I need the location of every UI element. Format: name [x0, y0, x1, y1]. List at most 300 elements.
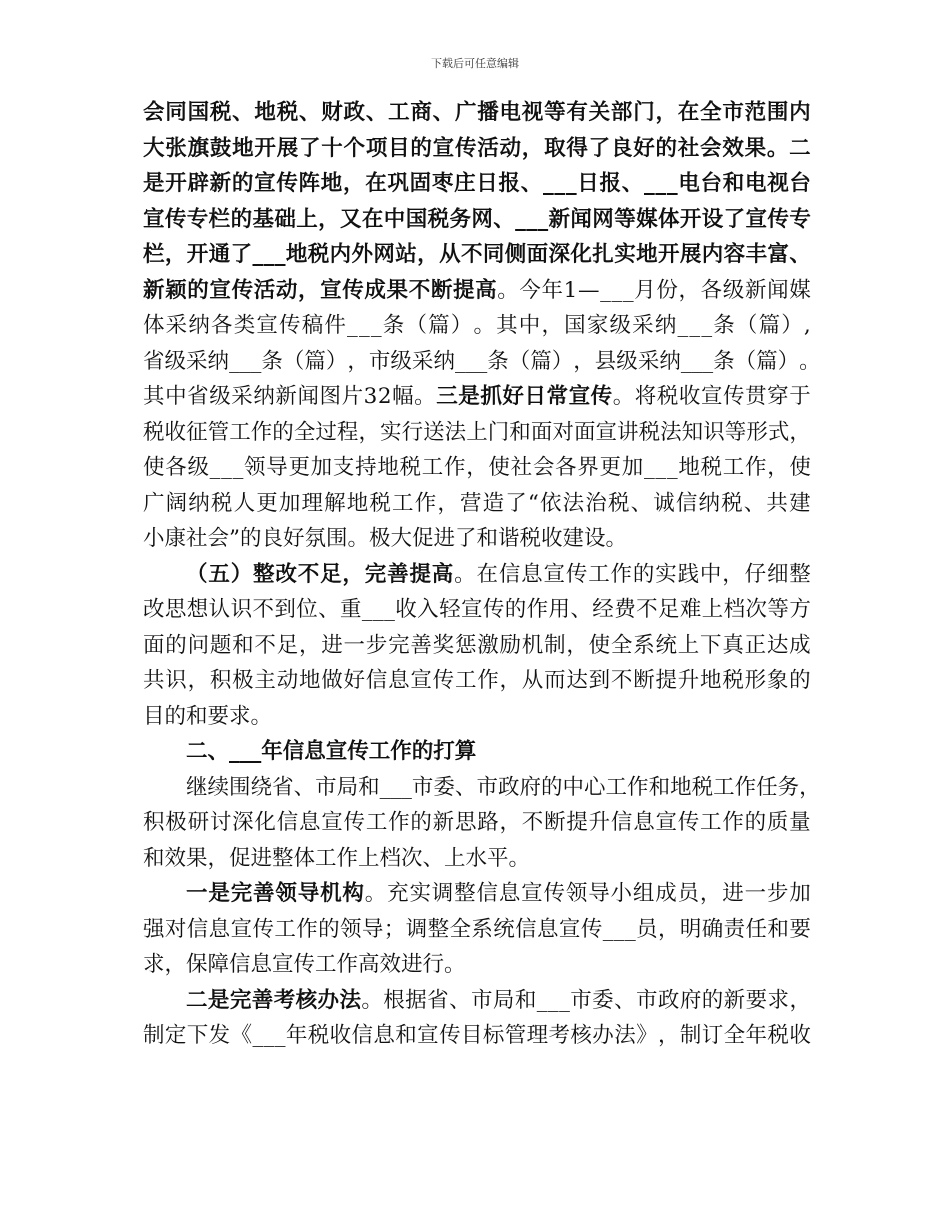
glyph: 制	[544, 632, 566, 658]
glyph: 工	[713, 774, 735, 800]
glyph: 导	[361, 916, 384, 942]
glyph: 税	[767, 1023, 789, 1048]
glyph: 税	[656, 384, 679, 409]
glyph: —	[577, 277, 600, 303]
glyph: ；	[383, 916, 406, 942]
glyph: 善	[253, 881, 275, 906]
page-header: 下载后可任意编辑	[431, 57, 519, 70]
line-text: 和效果，促进整体工作上档次、上水平。	[143, 845, 531, 871]
glyph: 员	[677, 881, 700, 906]
glyph: 丰	[745, 242, 768, 267]
glyph: 鼓	[209, 135, 232, 161]
glyph: 息	[298, 810, 321, 835]
glyph: 部	[610, 100, 633, 125]
glyph: 张	[165, 135, 187, 161]
text-line	[143, 841, 811, 877]
glyph: 了	[588, 135, 611, 161]
glyph: 、	[365, 100, 388, 125]
glyph: ，	[767, 455, 789, 480]
glyph: 作	[477, 668, 499, 693]
glyph: 省	[143, 348, 165, 374]
glyph: 全	[610, 632, 633, 658]
glyph: 级	[609, 313, 631, 338]
glyph: 工	[365, 810, 388, 835]
glyph: 进	[321, 632, 343, 658]
glyph: 内	[329, 242, 352, 267]
glyph: 纳	[698, 490, 721, 516]
glyph: 和	[395, 1023, 417, 1048]
glyph: 入	[417, 597, 439, 622]
glyph: 依	[540, 490, 562, 516]
glyph: 高	[475, 277, 497, 303]
glyph: 共	[766, 490, 788, 516]
glyph: 实	[380, 419, 402, 445]
glyph: 式	[767, 419, 790, 445]
glyph: 篇	[756, 348, 778, 374]
glyph: _	[565, 171, 577, 196]
glyph: 等	[544, 100, 566, 125]
glyph: 条	[713, 348, 735, 374]
glyph: 件	[324, 313, 346, 338]
glyph: 地	[232, 135, 254, 161]
glyph: 的	[272, 419, 294, 445]
glyph: 地	[285, 242, 308, 267]
text-line	[143, 237, 811, 273]
glyph: 形	[744, 668, 767, 693]
glyph: 作	[526, 597, 549, 622]
glyph: 据	[405, 987, 427, 1013]
glyph: _	[358, 313, 370, 338]
glyph: 篇	[304, 348, 326, 374]
glyph: 成	[655, 881, 677, 906]
glyph: 升	[677, 668, 700, 693]
glyph: _	[666, 455, 678, 480]
glyph: 收	[395, 597, 417, 622]
glyph: 工	[421, 455, 444, 480]
glyph: 足	[320, 561, 342, 587]
glyph: 宣	[700, 384, 723, 409]
glyph: 社	[510, 455, 533, 480]
text-line	[143, 592, 811, 628]
text-line	[143, 344, 821, 380]
glyph: 税	[427, 206, 450, 232]
glyph: 进	[722, 881, 744, 906]
glyph: 重	[340, 597, 362, 622]
glyph: 网	[592, 206, 614, 232]
glyph: 作	[610, 561, 633, 587]
glyph: 税	[691, 774, 714, 800]
glyph: 了	[505, 490, 527, 516]
glyph: 范	[744, 100, 767, 125]
glyph: 根	[383, 987, 405, 1013]
glyph: 会	[143, 100, 165, 125]
glyph: 管	[207, 419, 230, 445]
glyph: 局	[336, 774, 359, 800]
glyph: 家	[586, 313, 609, 338]
glyph: 类	[233, 313, 256, 338]
glyph: 息	[373, 1023, 395, 1048]
glyph: 法	[660, 419, 682, 445]
glyph: 宣	[558, 916, 581, 942]
glyph: 息	[498, 881, 521, 906]
glyph: 局	[492, 987, 515, 1013]
glyph: 《	[230, 1023, 253, 1048]
glyph: 地	[377, 455, 399, 480]
glyph: 。	[414, 384, 436, 409]
glyph: 小	[610, 881, 633, 906]
glyph: _	[361, 597, 373, 622]
glyph: 使	[789, 455, 811, 480]
glyph: 作	[296, 916, 318, 942]
glyph: 。	[454, 561, 476, 587]
glyph: 宣	[460, 597, 483, 622]
glyph: 整	[789, 561, 811, 587]
glyph: 强	[143, 916, 165, 942]
glyph: 体	[143, 313, 165, 338]
glyph: 改	[143, 597, 165, 622]
glyph: 庄	[454, 171, 476, 196]
glyph: 次	[745, 597, 768, 622]
glyph: 导	[588, 881, 610, 906]
text-line	[143, 95, 811, 131]
glyph: 象	[766, 668, 789, 693]
glyph: _	[252, 1023, 264, 1048]
glyph: ，	[437, 490, 459, 516]
paragraph	[143, 95, 821, 557]
glyph: 传	[454, 135, 477, 161]
glyph: _	[611, 277, 623, 303]
glyph: 机	[521, 632, 544, 658]
glyph: 极	[165, 810, 187, 835]
glyph: 级	[722, 277, 745, 303]
glyph: ，	[499, 668, 522, 693]
glyph: 级	[616, 348, 638, 374]
glyph: 传	[482, 597, 505, 622]
glyph: _	[526, 206, 538, 232]
glyph: 、	[454, 774, 477, 800]
glyph: ，	[499, 810, 522, 835]
glyph: 断	[430, 277, 453, 303]
glyph: 一	[744, 881, 767, 906]
glyph: 下	[186, 1023, 209, 1048]
text-line	[143, 521, 811, 557]
glyph: 人	[233, 490, 256, 516]
glyph: 的	[744, 810, 767, 835]
glyph: 使	[488, 455, 510, 480]
glyph: 效	[722, 135, 744, 161]
glyph: 目	[388, 135, 410, 161]
glyph: 省	[427, 987, 449, 1013]
glyph: 惩	[454, 632, 477, 658]
glyph: ，	[342, 561, 364, 587]
glyph: 动	[499, 135, 522, 161]
glyph: 全	[700, 100, 722, 125]
glyph: ，	[566, 632, 588, 658]
glyph: 作	[627, 774, 649, 800]
glyph: _	[252, 242, 264, 267]
glyph: _	[373, 597, 384, 622]
glyph: 上	[466, 419, 488, 445]
glyph: 宣	[410, 668, 432, 693]
glyph: 其	[143, 384, 165, 409]
glyph: _	[689, 313, 701, 338]
glyph: _	[622, 277, 634, 303]
glyph: ，	[655, 100, 677, 125]
glyph: 年	[541, 277, 564, 303]
glyph: 新	[548, 206, 571, 232]
glyph: 极	[232, 668, 254, 693]
glyph: 设	[701, 206, 724, 232]
glyph: （	[186, 561, 208, 587]
glyph: 使	[588, 632, 611, 658]
glyph: 年	[285, 1023, 308, 1048]
glyph: 税	[638, 419, 661, 445]
glyph: 加	[310, 455, 333, 480]
glyph: 篇	[530, 348, 552, 374]
glyph: 市	[476, 774, 498, 800]
glyph: ，	[297, 277, 320, 303]
glyph: 题	[209, 632, 232, 658]
glyph: ，	[789, 987, 811, 1013]
glyph: 外	[351, 242, 374, 267]
glyph: 和	[722, 171, 745, 196]
glyph: 活	[477, 135, 499, 161]
glyph: 国	[187, 100, 210, 125]
glyph: ，	[657, 1023, 680, 1048]
glyph: _	[613, 916, 625, 942]
glyph: 、	[789, 242, 811, 267]
glyph: 、	[570, 597, 592, 622]
glyph: 办	[592, 1023, 614, 1048]
glyph: 认	[208, 597, 231, 622]
glyph: _	[347, 313, 358, 338]
glyph: 宣	[595, 419, 617, 445]
glyph: 机	[320, 881, 342, 906]
glyph: 收	[678, 384, 701, 409]
glyph: 员	[636, 916, 658, 942]
glyph: 作	[250, 419, 273, 445]
glyph: 市	[635, 987, 658, 1013]
glyph: _	[691, 348, 703, 374]
glyph: 统	[655, 632, 677, 658]
glyph: 等	[724, 419, 747, 445]
glyph: 良	[610, 135, 633, 161]
glyph: 作	[734, 774, 757, 800]
glyph: 。	[473, 313, 495, 338]
glyph: 政	[343, 100, 366, 125]
glyph: 中	[518, 313, 541, 338]
glyph: 将	[634, 384, 657, 409]
glyph: 十	[321, 135, 343, 161]
glyph: 有	[566, 100, 588, 125]
glyph: 宣	[432, 135, 455, 161]
glyph: 位	[296, 597, 318, 622]
glyph: 步	[365, 632, 388, 658]
glyph: 作	[744, 455, 767, 480]
glyph: 地	[636, 242, 658, 267]
glyph: 条	[713, 313, 735, 338]
glyph: 传	[342, 277, 364, 303]
glyph: ，	[417, 242, 439, 267]
glyph: ，	[466, 455, 488, 480]
glyph: _	[536, 987, 548, 1013]
glyph: _	[384, 597, 395, 622]
glyph: 续	[207, 774, 230, 800]
glyph: _	[600, 277, 611, 303]
glyph: 传	[723, 384, 745, 409]
text-line	[143, 131, 811, 167]
glyph: 传	[343, 810, 366, 835]
glyph: 信	[186, 916, 209, 942]
glyph: 视	[767, 171, 789, 196]
glyph: 级	[209, 384, 231, 409]
glyph: 图	[319, 384, 342, 409]
glyph: 会	[532, 455, 555, 480]
glyph: 不	[297, 561, 320, 587]
glyph: 传	[439, 1023, 461, 1048]
glyph: 建	[789, 490, 811, 516]
glyph: 信	[351, 1023, 374, 1048]
glyph: 。	[612, 384, 635, 409]
glyph: 不	[460, 242, 483, 267]
glyph: 闻	[767, 277, 789, 303]
glyph: 栏	[208, 206, 231, 232]
glyph: 做	[321, 668, 343, 693]
glyph: 市	[570, 987, 592, 1013]
glyph: 成	[789, 632, 811, 658]
glyph: 站	[395, 242, 417, 267]
glyph: 绕	[250, 774, 273, 800]
glyph: 专	[789, 206, 811, 232]
glyph: “	[527, 490, 539, 516]
glyph: 开	[679, 206, 702, 232]
glyph: _	[370, 313, 382, 338]
glyph: 不	[636, 597, 658, 622]
glyph: 基	[252, 206, 274, 232]
glyph: 级	[187, 455, 209, 480]
glyph: 宣	[209, 277, 231, 303]
text-line	[143, 557, 811, 593]
glyph: 善	[387, 561, 409, 587]
glyph: 作	[722, 810, 744, 835]
glyph: ，	[789, 419, 811, 445]
glyph: ，	[521, 135, 544, 161]
glyph: 想	[186, 597, 209, 622]
glyph: 贯	[745, 384, 767, 409]
glyph: 日	[524, 384, 546, 409]
glyph: 新	[432, 810, 455, 835]
glyph: 纳	[433, 348, 455, 374]
glyph: 宣	[745, 206, 768, 232]
glyph: 收	[329, 1023, 352, 1048]
glyph: _	[379, 774, 391, 800]
glyph: 、	[293, 774, 316, 800]
glyph: 传	[767, 206, 789, 232]
glyph: （	[734, 348, 757, 374]
glyph: 今	[519, 277, 541, 303]
glyph: 收	[789, 1023, 811, 1048]
glyph: 面	[573, 419, 596, 445]
glyph: ，	[358, 419, 380, 445]
glyph: 心	[584, 774, 606, 800]
glyph: 法	[614, 1023, 636, 1048]
glyph: 好	[633, 135, 655, 161]
glyph: 条	[382, 313, 405, 338]
glyph: 和	[648, 774, 671, 800]
glyph: 完	[230, 881, 253, 906]
glyph: （	[735, 313, 758, 338]
glyph: 旗	[187, 135, 210, 161]
glyph: 县	[594, 348, 617, 374]
glyph: 导	[266, 455, 288, 480]
glyph: 社	[677, 135, 700, 161]
text-line	[143, 450, 811, 486]
glyph: _	[701, 313, 713, 338]
glyph: 宣	[256, 313, 278, 338]
glyph: 工	[388, 100, 410, 125]
line-text: 目的和要求。	[143, 703, 273, 729]
glyph: 在	[361, 206, 384, 232]
glyph: 容	[723, 242, 746, 267]
glyph: 宣	[321, 810, 343, 835]
glyph: 。	[799, 348, 821, 374]
glyph: 富	[767, 242, 789, 267]
glyph: 地	[670, 774, 692, 800]
glyph: 形	[746, 419, 768, 445]
glyph: 高	[431, 561, 454, 587]
glyph: 各	[700, 277, 723, 303]
glyph: 、	[743, 490, 766, 516]
glyph: 媒	[636, 206, 658, 232]
glyph: 各	[555, 455, 577, 480]
glyph: ，	[657, 916, 680, 942]
glyph: 二	[186, 987, 208, 1013]
glyph: 税	[210, 490, 233, 516]
glyph: 穿	[767, 384, 789, 409]
glyph: 路	[477, 810, 499, 835]
glyph: 大	[143, 135, 165, 161]
glyph: 固	[409, 171, 432, 196]
glyph: 报	[599, 171, 622, 196]
glyph: 了	[298, 135, 321, 161]
glyph: 围	[766, 100, 789, 125]
glyph: 对	[164, 916, 187, 942]
glyph: 日	[577, 171, 599, 196]
glyph: 省	[187, 384, 209, 409]
glyph: 市	[368, 348, 391, 374]
glyph: 积	[209, 668, 232, 693]
glyph: 任	[745, 916, 768, 942]
glyph: 地	[298, 668, 321, 693]
glyph: 巩	[387, 171, 409, 196]
glyph: 识	[230, 597, 253, 622]
glyph: 明	[679, 916, 702, 942]
glyph: ,	[803, 313, 811, 338]
glyph: 面	[526, 242, 549, 267]
glyph: 新	[275, 384, 297, 409]
text-line	[143, 486, 811, 522]
glyph: 开	[165, 171, 187, 196]
text-line	[143, 415, 811, 451]
text-line	[143, 166, 811, 202]
glyph: 3	[363, 384, 378, 409]
glyph: 步	[766, 881, 789, 906]
text-line	[143, 273, 811, 309]
glyph: 行	[401, 419, 424, 445]
glyph: 要	[745, 987, 768, 1013]
glyph: _	[666, 171, 678, 196]
text-line	[143, 734, 811, 770]
